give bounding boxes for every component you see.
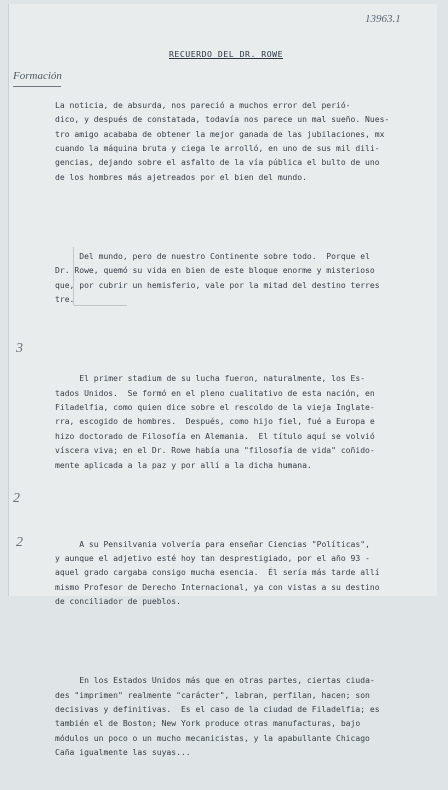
document-body [55, 70, 415, 790]
paragraph: En los Estados Unidos más que en otras partes, ciertas ciuda- des "imprimen" realmente "carácter", labran, perfilan, hacen; son decisivas y definitivas. Es el caso de la ciudad de Filadelfia; es también el de Boston; New York produce otras manufacturas, bajo módulos un poco o un mucho mecanicistas, y la apabullante Chicago Caña igualmente las suyas... [55, 676, 380, 758]
paragraph: Del mundo, pero de nuestro Continente sobre todo. Porque el Dr. Rowe, quemó su vida en bien de este bloque enorme y misterioso que, por cubrir un hemisferio, vale por la mitad del destino terres tre. [55, 251, 380, 305]
document-page [8, 4, 437, 758]
handwritten-mark-2: 2 [13, 491, 20, 506]
document-title: RECUERDO DEL DR. ROWE [169, 49, 284, 59]
paragraph: A su Pensilvania volvería para enseñar Ciencias "Políticas", y aunque el adjetivo esté hoy tan desprestigiado, por el año 93 - aquel grado cargaba consigo mucha esencia. Él sería más tarde allí mismo Profesor de Derecho Internacional, ya con vistas a su destino de conciliador de pueblos. [55, 539, 380, 607]
handwritten-mark-1: 3 [16, 341, 23, 356]
archive-number: 13963.1 [365, 13, 401, 25]
handwritten-mark-3: 2 [16, 535, 23, 550]
paragraph: La noticia, de absurda, nos pareció a muchos error del perió- dico, y después de constatada, todavía nos parece un mal sueño. Nues- tro amigo acababa de obtener la mejor ganada de las jubilaciones, mx cuando la máquina bruta y ciega le arrolló, en uno de sus mil dili- gencias, dejando sobre el asfalto de la vía pública el bulto de uno de los hombres más ajetreados por el bien del mundo. [55, 100, 390, 182]
paragraph: El primer stadium de su lucha fueron, naturalmente, los Es- tados Unidos. Se formó en el pleno cualitativo de esta nación, en Filadelfia, como quien dice sobre el rescoldo de la vieja Inglate- rra, escogido de hombres. Después, como hijo fiel, fué a Europa e hizo doctorado de Filosofía en Alemania. El título aquí se volvió víscera viva; en el Dr. Rowe había una "filosofía de vida" coñido- mente aplicada a la paz y por allí a la dicha humana. [55, 374, 375, 470]
handwritten-margin-note: Formación [13, 70, 62, 82]
